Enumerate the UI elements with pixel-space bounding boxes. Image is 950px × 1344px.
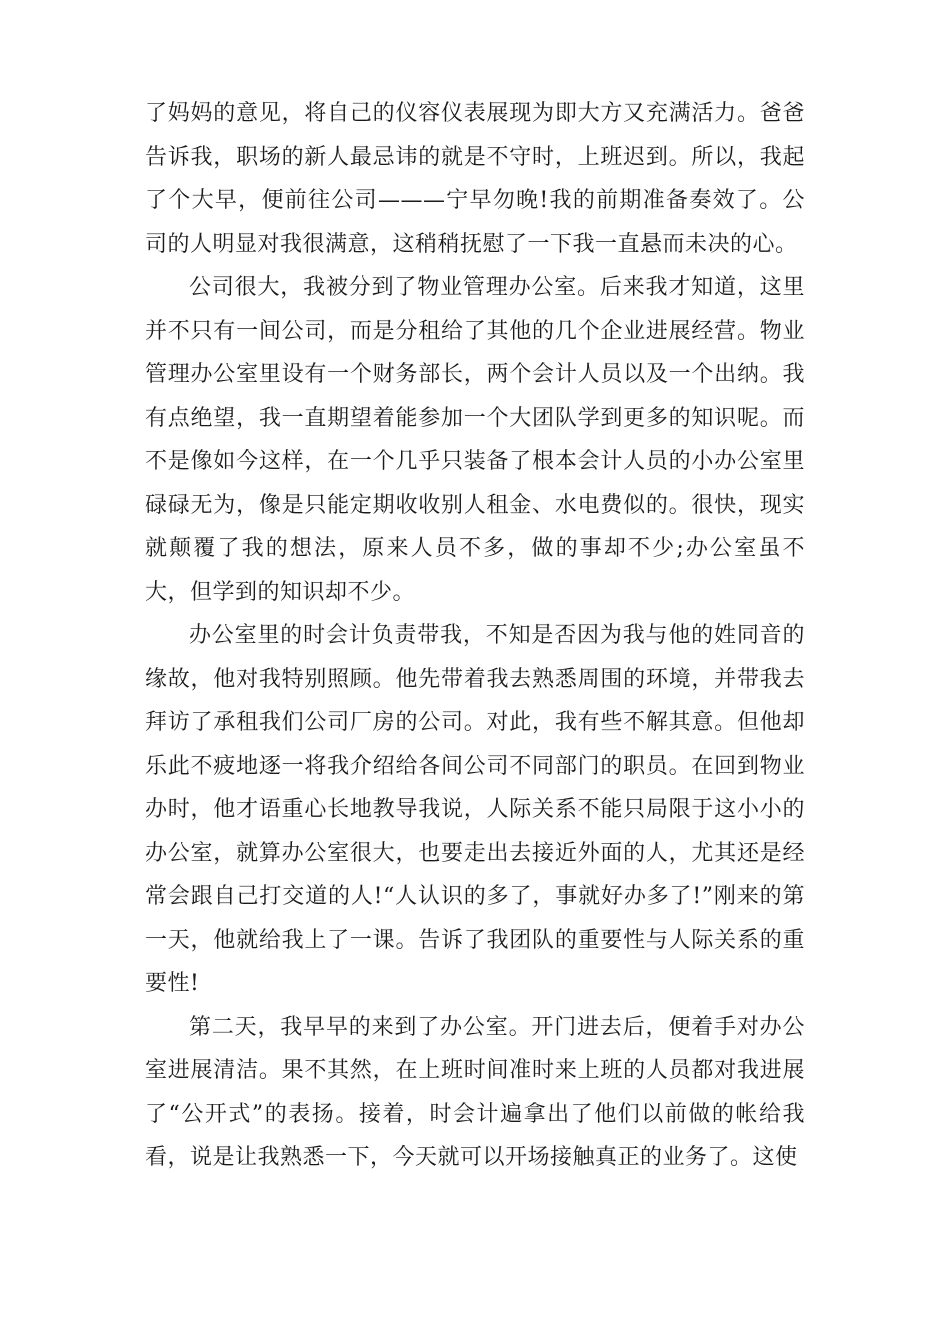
paragraph-4: 第二天，我早早的来到了办公室。开门进去后，便着手对办公室进展清洁。果不其然，在上班时间准时来上班的人员都对我进展了“公开式”的表扬。接着，时会计遍拿出了他们以前做的帐给我看，说是让我熟悉一下，今天就可以开场接触真正的业务了。这使 — [145, 1014, 805, 1170]
document-page — [145, 92, 805, 1180]
paragraph-1: 了妈妈的意见，将自己的仪容仪表展现为即大方又充满活力。爸爸告诉我，职场的新人最忌讳的就是不守时，上班迟到。所以，我起了个大早，便前往公司———宁早勿晚!我的前期准备奏效了。公司的人明显对我很满意，这稍稍抚慰了一下我一直悬而未决的心。 — [145, 101, 805, 257]
paragraph-2: 公司很大，我被分到了物业管理办公室。后来我才知道，这里并不只有一间公司，而是分租给了其他的几个企业进展经营。物业管理办公室里设有一个财务部长，两个会计人员以及一个出纳。我有点绝望，我一直期望着能参加一个大团队学到更多的知识呢。而不是像如今这样，在一个几乎只装备了根本会计人员的小办公室里碌碌无为，像是只能定期收收别人租金、水电费似的。很快，现实就颠覆了我的想法，原来人员不多，做的事却不少;办公室虽不大，但学到的知识却不少。 — [145, 275, 805, 605]
paragraph-3: 办公室里的时会计负责带我，不知是否因为我与他的姓同音的缘故，他对我特别照顾。他先带着我去熟悉周围的环境，并带我去拜访了承租我们公司厂房的公司。对此，我有些不解其意。但他却乐此不疲地逐一将我介绍给各间公司不同部门的职员。在回到物业办时，他才语重心长地教导我说，人际关系不能只局限于这小小的办公室，就算办公室很大，也要走出去接近外面的人，尤其还是经常会跟自己打交道的人!“人认识的多了，事就好办多了!”刚来的第一天，他就给我上了一课。告诉了我团队的重要性与人际关系的重要性! — [145, 623, 805, 996]
